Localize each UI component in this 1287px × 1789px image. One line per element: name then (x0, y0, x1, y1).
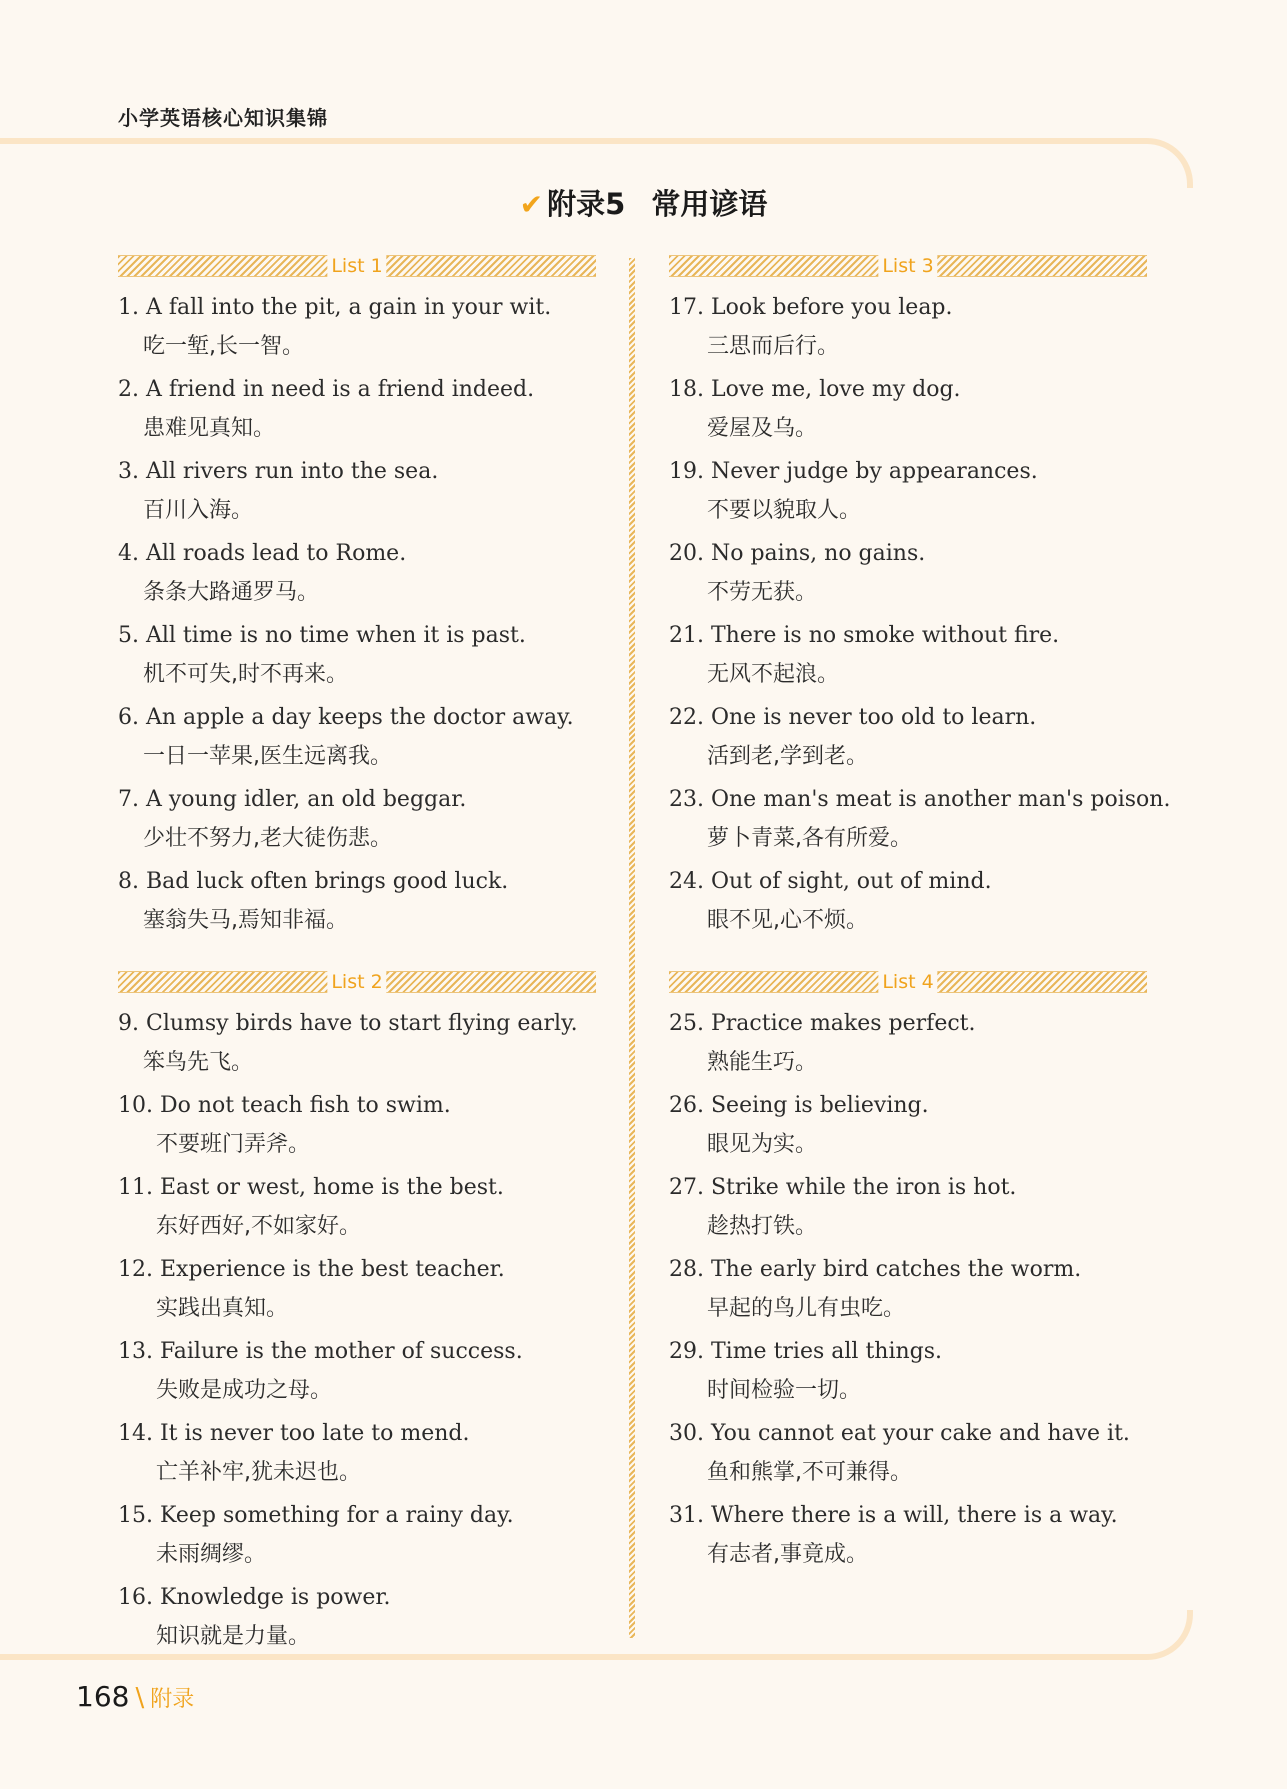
proverb-item (118, 1333, 596, 1415)
proverb-english: 14. It is never too late to mend. (118, 1421, 470, 1446)
page-frame-top (0, 138, 1193, 188)
proverb-chinese: 东好西好,不如家好。 (156, 1214, 361, 1239)
proverb-item (669, 1251, 1147, 1333)
proverb-item (118, 1005, 596, 1087)
proverb-english: 25. Practice makes perfect. (669, 1011, 976, 1036)
proverb-english: 16. Knowledge is power. (118, 1585, 391, 1610)
proverb-chinese: 不要班门弄斧。 (156, 1132, 311, 1157)
proverb-english: 7. A young idler, an old beggar. (118, 787, 467, 812)
proverb-english: 28. The early bird catches the worm. (669, 1257, 1082, 1282)
proverb-item (669, 535, 1147, 617)
proverb-english: 6. An apple a day keeps the doctor away. (118, 705, 574, 730)
page-title (0, 182, 1287, 223)
proverb-english: 27. Strike while the iron is hot. (669, 1175, 1017, 1200)
proverb-chinese: 条条大路通罗马。 (143, 580, 320, 605)
proverb-english: 15. Keep something for a rainy day. (118, 1503, 514, 1528)
check-icon: ✔ (519, 188, 544, 221)
proverb-item (118, 1169, 596, 1251)
proverb-item (669, 863, 1147, 945)
proverb-item (669, 1415, 1147, 1497)
proverb-item (669, 371, 1147, 453)
proverb-english: 31. Where there is a will, there is a way. (669, 1503, 1118, 1528)
title-text: 常用谚语 (651, 187, 768, 221)
proverb-english: 19. Never judge by appearances. (669, 459, 1038, 484)
list-label: List 2 (327, 970, 386, 994)
list-header (118, 971, 596, 993)
running-head: 小学英语核心知识集锦 (118, 106, 328, 130)
proverb-chinese: 活到老,学到老。 (707, 744, 868, 769)
proverb-item (669, 699, 1147, 781)
proverb-item (669, 1333, 1147, 1415)
column-divider (629, 258, 635, 1638)
proverb-chinese: 萝卜青菜,各有所爱。 (707, 826, 912, 851)
proverb-chinese: 爱屋及乌。 (707, 416, 818, 441)
proverb-item (118, 453, 596, 535)
proverb-english: 22. One is never too old to learn. (669, 705, 1037, 730)
list-label: List 1 (327, 254, 386, 278)
proverb-chinese: 有志者,事竟成。 (707, 1542, 868, 1567)
proverb-chinese: 早起的鸟儿有虫吃。 (707, 1296, 906, 1321)
proverb-chinese: 失败是成功之母。 (156, 1378, 333, 1403)
footer-separator: \ (135, 1683, 145, 1713)
proverb-chinese: 塞翁失马,焉知非福。 (143, 908, 348, 933)
proverb-chinese: 患难见真知。 (143, 416, 276, 441)
proverb-chinese: 眼不见,心不烦。 (707, 908, 868, 933)
proverb-item (118, 1579, 596, 1661)
proverb-english: 21. There is no smoke without fire. (669, 623, 1060, 648)
proverb-english: 10. Do not teach fish to swim. (118, 1093, 451, 1118)
proverb-english: 13. Failure is the mother of success. (118, 1339, 523, 1364)
list-header (669, 971, 1147, 993)
proverb-chinese: 知识就是力量。 (156, 1624, 311, 1649)
proverb-chinese: 机不可失,时不再来。 (143, 662, 348, 687)
proverb-chinese: 少壮不努力,老大徒伤悲。 (143, 826, 392, 851)
proverb-english: 3. All rivers run into the sea. (118, 459, 439, 484)
list-gap (669, 945, 1147, 971)
proverb-english: 17. Look before you leap. (669, 295, 953, 320)
proverb-chinese: 一日一苹果,医生远离我。 (143, 744, 392, 769)
proverb-item (669, 781, 1171, 863)
proverb-english: 26. Seeing is believing. (669, 1093, 929, 1118)
proverb-english: 2. A friend in need is a friend indeed. (118, 377, 535, 402)
proverb-item (118, 781, 596, 863)
proverb-chinese: 眼见为实。 (707, 1132, 818, 1157)
proverb-chinese: 时间检验一切。 (707, 1378, 862, 1403)
proverb-english: 11. East or west, home is the best. (118, 1175, 504, 1200)
proverb-english: 12. Experience is the best teacher. (118, 1257, 505, 1282)
proverb-chinese: 不劳无获。 (707, 580, 818, 605)
list-label: List 3 (878, 254, 937, 278)
proverb-item (118, 1087, 596, 1169)
right-column (669, 255, 1171, 1579)
proverb-item (669, 1497, 1147, 1579)
proverb-chinese: 熟能生巧。 (707, 1050, 818, 1075)
proverb-item (118, 535, 596, 617)
proverb-chinese: 百川入海。 (143, 498, 254, 523)
proverb-chinese: 未雨绸缪。 (156, 1542, 267, 1567)
proverb-item (118, 617, 596, 699)
proverb-chinese: 无风不起浪。 (707, 662, 840, 687)
proverb-item (118, 1497, 596, 1579)
proverb-chinese: 趁热打铁。 (707, 1214, 818, 1239)
list-gap (118, 945, 596, 971)
left-column (118, 255, 596, 1661)
proverb-english: 5. All time is no time when it is past. (118, 623, 526, 648)
proverb-english: 20. No pains, no gains. (669, 541, 926, 566)
proverb-english: 9. Clumsy birds have to start flying early. (118, 1011, 578, 1036)
proverb-english: 23. One man's meat is another man's poison. (669, 787, 1171, 812)
proverb-item (669, 1087, 1147, 1169)
proverb-chinese: 实践出真知。 (156, 1296, 289, 1321)
proverb-item (669, 453, 1147, 535)
proverb-english: 24. Out of sight, out of mind. (669, 869, 992, 894)
proverb-item (118, 699, 596, 781)
proverb-english: 18. Love me, love my dog. (669, 377, 961, 402)
proverb-chinese: 三思而后行。 (707, 334, 840, 359)
proverb-item (118, 1251, 596, 1333)
page-footer (76, 1680, 194, 1713)
list-label: List 4 (878, 970, 937, 994)
list-header (669, 255, 1147, 277)
list-header (118, 255, 596, 277)
proverb-chinese: 笨鸟先飞。 (143, 1050, 254, 1075)
proverb-item (669, 289, 1147, 371)
proverb-item (118, 863, 596, 945)
proverb-english: 8. Bad luck often brings good luck. (118, 869, 509, 894)
proverb-item (669, 617, 1147, 699)
proverb-item (118, 371, 596, 453)
proverb-chinese: 亡羊补牢,犹未迟也。 (156, 1460, 361, 1485)
proverb-chinese: 不要以貌取人。 (707, 498, 862, 523)
proverb-english: 29. Time tries all things. (669, 1339, 943, 1364)
proverb-item (118, 289, 596, 371)
proverb-chinese: 吃一堑,长一智。 (143, 334, 304, 359)
title-appendix-number: 附录5 (547, 187, 626, 221)
proverb-english: 4. All roads lead to Rome. (118, 541, 407, 566)
footer-section-label: 附录 (150, 1687, 195, 1712)
proverb-item (118, 1415, 596, 1497)
proverb-english: 1. A fall into the pit, a gain in your wit. (118, 295, 552, 320)
proverb-item (669, 1005, 1147, 1087)
proverb-chinese: 鱼和熊掌,不可兼得。 (707, 1460, 912, 1485)
page-number: 168 (76, 1680, 130, 1713)
proverb-english: 30. You cannot eat your cake and have it. (669, 1421, 1130, 1446)
proverb-item (669, 1169, 1147, 1251)
